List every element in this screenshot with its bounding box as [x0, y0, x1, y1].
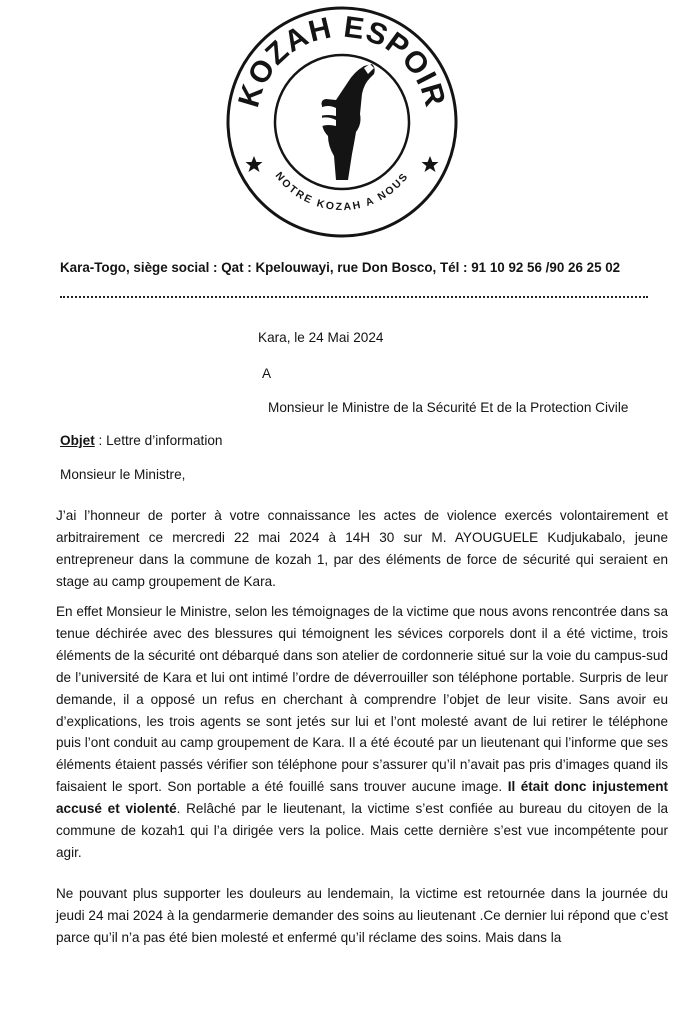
letter-salutation: Monsieur le Ministre, [60, 467, 186, 482]
letter-subject [60, 433, 222, 448]
paragraph-2-emphasis: Il était donc injustement accusé et violenté [56, 779, 668, 817]
fist-horn-icon [320, 64, 375, 180]
letter-date: Kara, le 24 Mai 2024 [258, 330, 384, 345]
logo-bottom-text: NOTRE KOZAH A NOUS [272, 169, 412, 214]
paragraph-3: Ne pouvant plus supporter les douleurs au lendemain, la victime est retournée dans la journée du jeudi 24 mai 2024 à la gendarmerie demander des soins au lieutenant .Ce dernier lui répond que c’est parce qu’il n’a pas été bien molesté et enfermé qu’il réclame des soins. Mais dans la [56, 886, 668, 945]
letter-recipient: Monsieur le Ministre de la Sécurité Et de la Protection Civile [268, 400, 629, 415]
paragraph-2 [56, 601, 668, 864]
subject-label: Objet [60, 433, 95, 448]
letter-to: A [262, 366, 272, 381]
paragraph-1: J’ai l’honneur de porter à votre connaissance les actes de violence exercés volontairement et arbitrairement ce mercredi 22 mai 2024 à 14H 30 sur M. AYOUGUELE Kudjukabalo, jeune entrepreneur dans la commune de kozah 1, par des éléments de force de sécurité qui seraient en stage au camp groupement de Kara. [56, 508, 668, 589]
dotted-divider [60, 296, 648, 298]
paragraph-2-text-a: En effet Monsieur le Ministre, selon les témoignages de la victime que nous avons rencontrée dans sa tenue déchirée avec des blessures qui témoignent les sévices corporels dont il a été victime, trois éléments de la sécurité ont débarqué dans son atelier de cordonnerie situé sur la voie du campus-sud de l’université de Kara et lui ont intimé l’ordre de déverrouiller son téléphone portable. Surpris de leur demande, il a opposé un refus en cherchant à comprendre l’objet de leur visite. Sans avoir eu d’explications, les trois agents se sont jetés sur lui et l’ont molesté avant de lui retirer le téléphone puis l’ont conduit au camp groupement de Kara. Il a été écouté par un lieutenant qui l’informe que ses éléments étaient passés vérifier son téléphone pour s’assurer qu’il n’avait pas pris d’images quand ils faisaient le sport. Son portable a été fouillé sans trouver aucune image. [56, 604, 668, 795]
subject-text: Lettre d’information [106, 433, 223, 448]
star-icon [246, 156, 263, 172]
subject-separator: : [94, 433, 107, 448]
logo-top-text: KOZAH ESPOIR [232, 10, 452, 111]
paragraph-2-text-b: . Relâché par le lieutenant, la victime s’est confiée au bureau du citoyen de la commune de kozah1 qui l’a dirigée vers la police. Mais cette dernière s’est vue incompétente pour agir. [56, 801, 668, 860]
kozah-espoir-logo [224, 4, 460, 240]
star-icon [422, 156, 439, 172]
organization-address: Kara-Togo, siège social : Qat : Kpelouwayi, rue Don Bosco, Tél : 91 10 92 56 /90 26 25 02 [60, 260, 621, 275]
